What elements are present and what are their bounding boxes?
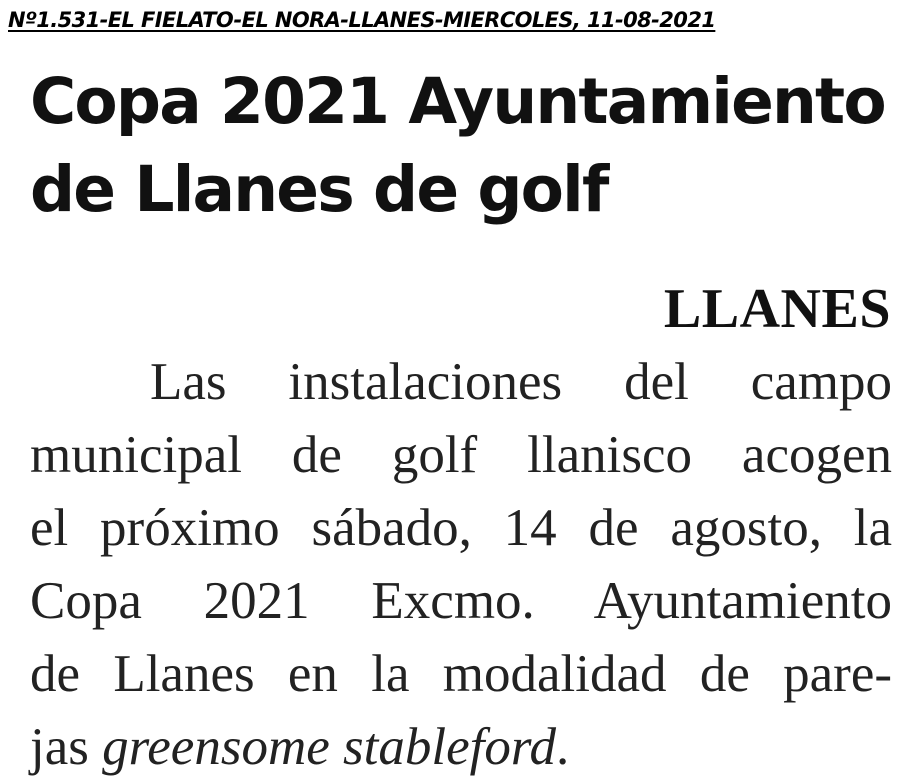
body-line-6-italic: greensome stableford	[102, 718, 556, 776]
headline-line-2: de Llanes de golf	[30, 153, 608, 226]
body-line-6	[30, 711, 892, 784]
location-dateline: LLANES	[663, 278, 891, 340]
body-line-3: el próximo sábado, 14 de agosto, la	[30, 499, 892, 557]
body-line-6-suffix: .	[556, 718, 570, 776]
headline-line-1: Copa 2021 Ayuntamiento	[30, 65, 885, 138]
issue-header: Nº1.531-EL FIELATO-EL NORA-LLANES-MIERCOLES, 11-08-2021	[8, 8, 716, 32]
body-line-5: de Llanes en la modalidad de pare-	[30, 645, 892, 703]
article-headline	[30, 58, 910, 234]
article-body	[30, 346, 892, 784]
body-line-1: Las instalaciones del campo	[150, 353, 892, 411]
body-line-2: municipal de golf llanisco acogen	[30, 426, 892, 484]
body-line-4: Copa 2021 Excmo. Ayuntamiento	[30, 572, 892, 630]
body-line-6-prefix: jas	[30, 718, 103, 776]
